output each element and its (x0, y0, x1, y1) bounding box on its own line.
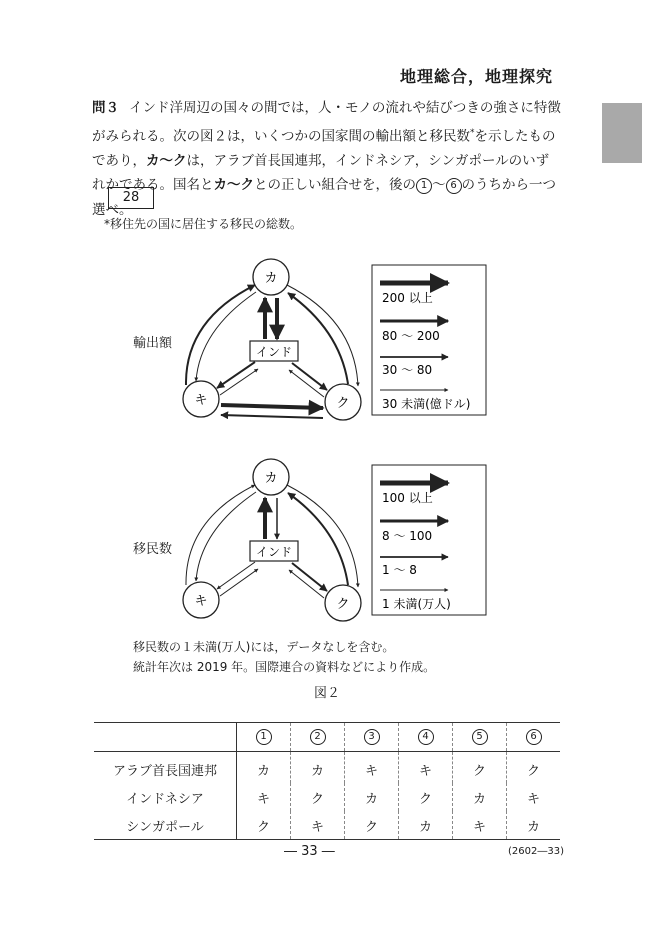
export-diagram (183, 259, 486, 420)
section-title: 地理総合，地理探究 (400, 67, 554, 86)
legend-label-2: 80 ～ 200 (382, 329, 440, 343)
table-cell: キ (237, 783, 291, 811)
range-separator: ～ (432, 177, 446, 193)
table-cell: カ (237, 752, 291, 784)
answer-choice-table (94, 722, 560, 840)
node-india-label: インド (255, 345, 293, 359)
table-header-row (94, 723, 560, 752)
table-cell: カ (507, 811, 561, 840)
table-cell: キ (345, 752, 399, 784)
table-cell: ク (453, 752, 507, 784)
export-diagram-label: 輸出額 (133, 336, 173, 351)
question-text-part3: は，アラブ首長国連邦，インドネシア，シンガポールのいずれかである。国名と (92, 152, 550, 193)
table-cell: カ (291, 752, 345, 784)
arrow-ku-ki (221, 415, 323, 418)
table-row (94, 811, 560, 840)
table-header-cell: 3 (345, 723, 399, 752)
question-label: 問３ (92, 100, 119, 116)
circled-number-1: 1 (416, 178, 432, 194)
table-cell: カ (345, 783, 399, 811)
question-text-part5: のうちから一つ選べ。 (92, 177, 556, 218)
table-header-cell: 5 (453, 723, 507, 752)
table-cell: キ (507, 783, 561, 811)
asterisk-mark: * (470, 127, 475, 138)
row-label: インドネシア (94, 783, 237, 811)
legend-label-4: 30 未満(億ドル) (382, 397, 471, 411)
bold-range-2: カ～ク (213, 177, 254, 193)
figure-caption: 図２ (314, 686, 341, 701)
migrant-diagram-label: 移民数 (133, 542, 173, 557)
figure-note-2: 統計年次は 2019 年。国際連合の資料などにより作成。 (133, 660, 436, 674)
table-cell: ク (399, 783, 453, 811)
node-ku-label: ク (336, 396, 350, 411)
question-text-part2: を示したものであり， (92, 128, 556, 169)
bold-range-1: カ～ク (146, 152, 187, 169)
arrow-ku-ka (288, 293, 348, 384)
node-ka-label-2: カ (264, 471, 278, 486)
table-corner (94, 723, 237, 752)
table-cell: ク (291, 783, 345, 811)
table-cell: キ (399, 752, 453, 784)
migrant-diagram (183, 459, 486, 621)
node-india-label-2: インド (255, 545, 293, 559)
table-cell: キ (291, 811, 345, 840)
row-label: アラブ首長国連邦 (94, 752, 237, 784)
legend2-label-1: 100 以上 (382, 491, 433, 505)
legend2-label-3: 1 ～ 8 (382, 563, 417, 577)
page-number: ― 33 ― (284, 844, 335, 859)
row-label: シンガポール (94, 811, 237, 840)
table-cell: ク (345, 811, 399, 840)
node-ki-label: キ (194, 393, 208, 408)
question-text-part1: インド洋周辺の国々の間では，人・モノの流れや結びつきの強さに特徴がみられる。次の図２は，いくつかの国家間の輸出額と移民数 (92, 100, 561, 144)
table-row (94, 752, 560, 784)
table-header-cell: 2 (291, 723, 345, 752)
legend-label-3: 30 ～ 80 (382, 363, 433, 377)
answer-number-box: 28 (108, 187, 154, 209)
arrow-ki-ku (221, 405, 323, 408)
table-header-cell: 4 (399, 723, 453, 752)
table-cell: カ (453, 783, 507, 811)
table-header-cell: 1 (237, 723, 291, 752)
circled-number-6: 6 (446, 178, 462, 194)
figure-note-1: 移民数の１未満(万人)には，データなしを含む。 (133, 640, 395, 654)
table-cell: ク (507, 752, 561, 784)
footnote: *移住先の国に居住する移民の総数。 (104, 217, 303, 231)
legend-label-1: 200 以上 (382, 291, 433, 305)
question-text-part4: との正しい組合せを，後の (254, 177, 416, 193)
table-cell: カ (399, 811, 453, 840)
document-code: (2602―33) (508, 846, 564, 857)
table-row (94, 783, 560, 811)
node-ki-label-2: キ (194, 594, 208, 609)
table-cell: キ (453, 811, 507, 840)
table-header-cell: 6 (507, 723, 561, 752)
legend2-label-4: 1 未満(万人) (382, 597, 451, 611)
legend2-label-2: 8 ～ 100 (382, 529, 433, 543)
table-cell: ク (237, 811, 291, 840)
arrow2-ku-ka (288, 493, 348, 585)
node-ka-label: カ (264, 271, 278, 286)
node-ku-label-2: ク (336, 597, 350, 612)
